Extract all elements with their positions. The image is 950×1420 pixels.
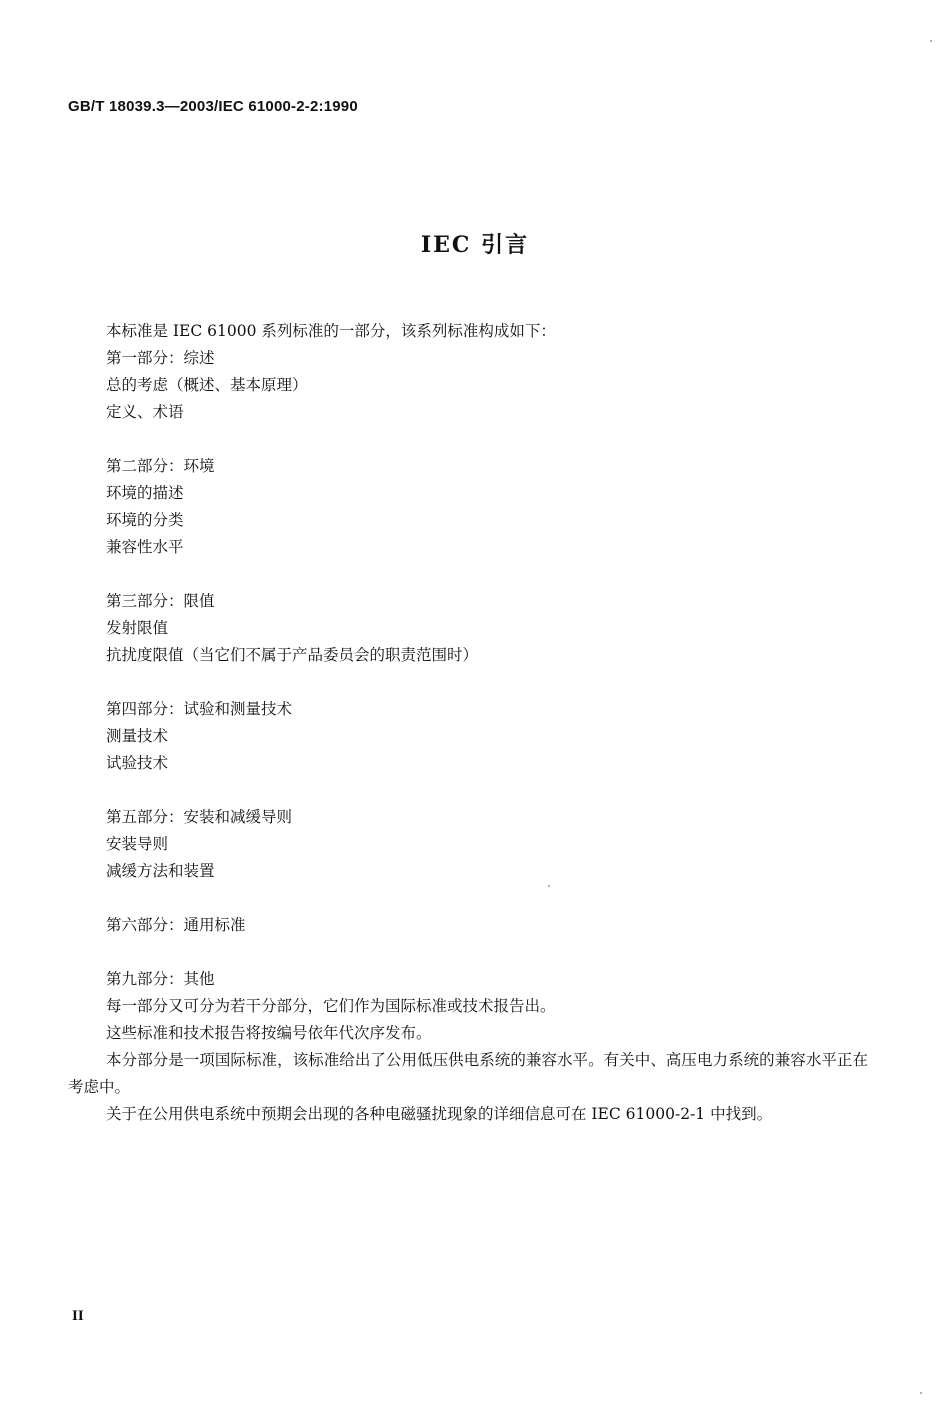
part-heading: 第二部分：环境 (106, 457, 215, 475)
page-number: II (72, 1308, 84, 1324)
part-item: 兼容性水平 (106, 538, 184, 556)
standard-number-header: GB/T 18039.3—2003/IEC 61000-2-2:1990 (68, 98, 358, 115)
body-paragraph: 关于在公用供电系统中预期会出现的各种电磁骚扰现象的详细信息可在 IEC 61000-2-1 中找到。 (106, 1105, 773, 1123)
part-item: 试验技术 (106, 754, 169, 772)
part-item: 抗扰度限值（当它们不属于产品委员会的职责范围时） (106, 646, 479, 664)
part-heading: 第九部分：其他 (106, 970, 215, 988)
scan-speck (930, 40, 932, 42)
part-item: 环境的描述 (106, 484, 184, 502)
part-heading: 第三部分：限值 (106, 592, 215, 610)
part-heading: 第六部分：通用标准 (106, 916, 246, 934)
page-title: IEC 引言 (420, 232, 530, 258)
closing-line: 这些标准和技术报告将按编号依年代次序发布。 (106, 1024, 432, 1042)
part-item: 环境的分类 (106, 511, 184, 529)
scan-speck (548, 885, 550, 887)
part-item: 安装导则 (106, 835, 169, 853)
part-item: 发射限值 (106, 619, 169, 637)
part-heading: 第四部分：试验和测量技术 (106, 700, 293, 718)
part-heading: 第五部分：安装和减缓导则 (106, 808, 293, 826)
part-heading: 第一部分：综述 (106, 349, 215, 367)
part-item: 总的考虑（概述、基本原理） (106, 376, 308, 394)
document-body (68, 318, 868, 1128)
part-item: 测量技术 (106, 727, 169, 745)
intro-line: 本标准是 IEC 61000 系列标准的一部分，该系列标准构成如下： (106, 322, 556, 340)
scan-speck (920, 1392, 922, 1394)
part-item: 定义、术语 (106, 403, 184, 421)
part-item: 减缓方法和装置 (106, 862, 215, 880)
body-paragraph: 本分部分是一项国际标准，该标准给出了公用低压供电系统的兼容水平。有关中、高压电力系统的兼容水平正在考虑中。 (68, 1051, 868, 1096)
closing-line: 每一部分又可分为若干分部分，它们作为国际标准或技术报告出。 (106, 997, 556, 1015)
